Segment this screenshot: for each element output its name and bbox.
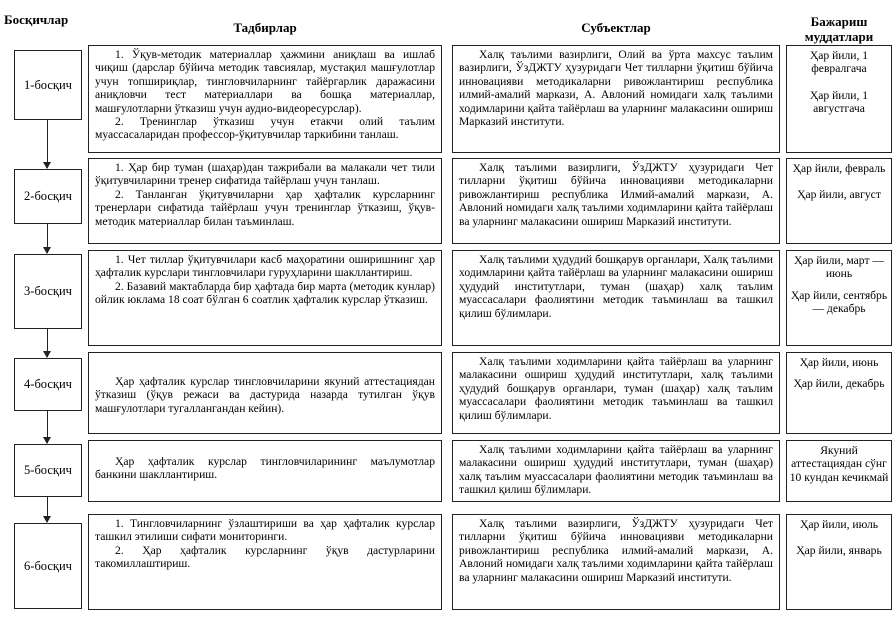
- activity-item: 1. Тингловчиларнинг ўзлаштириши ва ҳар ҳафталик курслар ташкил этилиши сифати мониторинги.: [95, 517, 435, 544]
- activity-item: 2. Базавий мактабларда бир ҳафтада бир марта (методик кунлар) ойлик юклама 18 соат бўлган 6 соатлик ҳафталик курслар ўтказиш.: [95, 279, 435, 307]
- subjects-text: Халқ таълими ходимларини қайта тайёрлаш ва уларнинг малакасини ошириш ҳудудий институтлари, халқ таълими ҳудудий бошқарув органлари, туман (шаҳар) халқ таълим муассасалари фаолиятини методик таъминлаш ва ташкил қилиш бўлимлари.: [459, 355, 773, 422]
- header-stages: Босқичлар: [4, 12, 69, 27]
- flow-arrow: [47, 224, 48, 253]
- header-deadlines-line1: Бажариш: [810, 14, 868, 29]
- activity-item: 2. Танланган ўқитувчиларни ҳар ҳафталик курсларнинг тренерлари сифатида тайёрлаш учун тренинглар ўтказиш, ўқув-методик материаллар билан таъминлаш.: [95, 187, 435, 228]
- activity-item: 1. Ҳар бир туман (шаҳар)дан тажрибали ва малакали чет тили ўқитувчиларини тренер сифатида тайёрлаш учун танлаш.: [95, 161, 435, 188]
- stage-label: 5-босқич: [24, 463, 72, 477]
- flow-arrow: [47, 329, 48, 357]
- activity-item: Ҳар ҳафталик курслар тингловчиларини якуний аттестациядан ўтказиш (ўқув режаси ва дастурида назарда тутилган ўқув машғулотлари тугаллангандан кейин).: [95, 375, 435, 415]
- header-activities: Тадбирлар: [233, 20, 297, 35]
- subjects-box: [452, 158, 780, 244]
- activities-box: [88, 352, 442, 434]
- deadline-box: [786, 45, 892, 153]
- stage-box: [14, 523, 82, 609]
- subjects-text: Халқ таълими вазирлиги, ЎзДЖТУ ҳузуридаги Чет тилларни ўқитиш бўйича инновацияви методикаларни ривожлантириш республика Илмий-амалий маркази, А. Авлоний номидаги халқ таълими ходимларини қайта тайёрлаш ва уларнинг малакасини ошириш Марказий институти.: [459, 161, 773, 228]
- header-deadlines: [786, 14, 892, 44]
- stage-label: 3-босқич: [24, 284, 72, 298]
- flow-arrow: [47, 120, 48, 168]
- activities-box: [88, 45, 442, 153]
- activities-box: [88, 250, 442, 346]
- flow-arrow: [47, 411, 48, 443]
- deadline-item: Ҳар йили, 1 августгача: [809, 88, 869, 116]
- deadline-box: [786, 352, 892, 434]
- activities-box: [88, 158, 442, 244]
- subjects-box: [452, 250, 780, 346]
- stage-box: [14, 358, 82, 411]
- stage-label: 4-босқич: [24, 377, 72, 391]
- header-deadlines-line2: муддатлари: [804, 29, 874, 44]
- deadline-item: Ҳар йили, июнь: [799, 356, 879, 369]
- stage-box: [14, 444, 82, 497]
- deadline-item: Ҳар йили, март — июнь: [793, 254, 884, 281]
- stage-label: 2-босқич: [24, 189, 72, 203]
- subjects-text: Халқ таълими ходимларини қайта тайёрлаш ва уларнинг малакасини ошириш ҳудудий институтлари, туман (шаҳар) халқ таълим муассасалари фаолиятини методик таъминлаш ва ташкил қилиш бўлимлари.: [459, 443, 773, 497]
- activity-item: 1. Ўқув-методик материаллар ҳажмини аниқлаш ва ишлаб чиқиш (дарслар бўйича методик тавсиялар, мустақил машғулотлар учун топшириқлар, тингловчиларнинг тайёргарлик даражасини аниқловчи тест материаллари ва бошқа материаллар, машғулотларни ўтказиш учун аудио-видеоресурслар).: [95, 48, 435, 115]
- deadline-item: Ҳар йили, август: [797, 188, 881, 202]
- subjects-text: Халқ таълими вазирлиги, Олий ва ўрта махсус таълим вазирлиги, ЎзДЖТУ ҳузуридаги Чет тилларни ўқитиш бўйича инновацияви методикаларни ривожлантириш республика илмий-амалий маркази, А. Авлоний номидаги халқ таълими ходимларини қайта тайёрлаш ва уларнинг малакасини ошириш Марказий институти.: [459, 48, 773, 129]
- deadline-box: [786, 250, 892, 346]
- subjects-box: [452, 45, 780, 153]
- subjects-text: Халқ таълими ҳудудий бошқарув органлари, Халқ таълими ходимларини қайта тайёрлаш ва уларнинг малакасини ошириш ҳудудий институтлари, туман (шаҳар) халқ таълим муассасалари фаолиятини методик таъминлаш ва ташкил қилиш бўлимлари.: [459, 253, 773, 320]
- deadline-item: Ҳар йили, декабрь: [793, 377, 885, 391]
- deadline-box: [786, 440, 892, 502]
- stage-label: 6-босқич: [24, 558, 72, 573]
- subjects-text: Халқ таълими вазирлиги, ЎзДЖТУ ҳузуридаги Чет тилларни ўқитиш бўйича инновацияви методикаларни ривожлантириш республика илмий-амалий маркази, А. Авлоний номидаги халқ таълими ходимларини қайта тайёрлаш ва уларнинг малакасини ошириш Марказий институти.: [459, 517, 773, 584]
- deadline-item: Ҳар йили, июль: [799, 518, 879, 531]
- header-subjects: Субъектлар: [581, 20, 651, 35]
- flow-arrow: [47, 497, 48, 522]
- stage-box: [14, 169, 82, 224]
- deadline-item: Ҳар йили, январь: [796, 544, 882, 558]
- activity-item: 2. Тренинглар ўтказиш учун етакчи олий таълим муассасаларидан профессор-ўқитувчилар таркибини танлаш.: [95, 115, 435, 142]
- stage-box: [14, 254, 82, 329]
- deadline-item: Ҳар йили, февраль: [792, 162, 886, 175]
- activity-item: 1. Чет тиллар ўқитувчилари касб маҳоратини оширишнинг ҳар ҳафталик курслари тингловчилари гуруҳларини шакллантириш.: [95, 253, 435, 280]
- deadline-item: Ҳар йили, 1 февралгача: [809, 49, 869, 76]
- activities-box: [88, 440, 442, 502]
- stage-label: 1-босқич: [24, 77, 72, 92]
- activities-box: [88, 514, 442, 610]
- subjects-box: [452, 440, 780, 502]
- activity-item: 2. Ҳар ҳафталик курсларнинг ўқув дастурларини такомиллаштириш.: [95, 543, 435, 571]
- subjects-box: [452, 514, 780, 610]
- deadline-box: [786, 514, 892, 610]
- deadline-item: Ҳар йили, сентябрь — декабрь: [790, 288, 888, 316]
- activity-item: Ҳар ҳафталик курслар тингловчиларининг маълумотлар банкини шакллантириш.: [95, 455, 435, 482]
- deadline-box: [786, 158, 892, 244]
- subjects-box: [452, 352, 780, 434]
- deadline-item: Якуний аттестациядан сўнг 10 кундан кечикмай: [789, 444, 889, 484]
- stage-box: [14, 50, 82, 120]
